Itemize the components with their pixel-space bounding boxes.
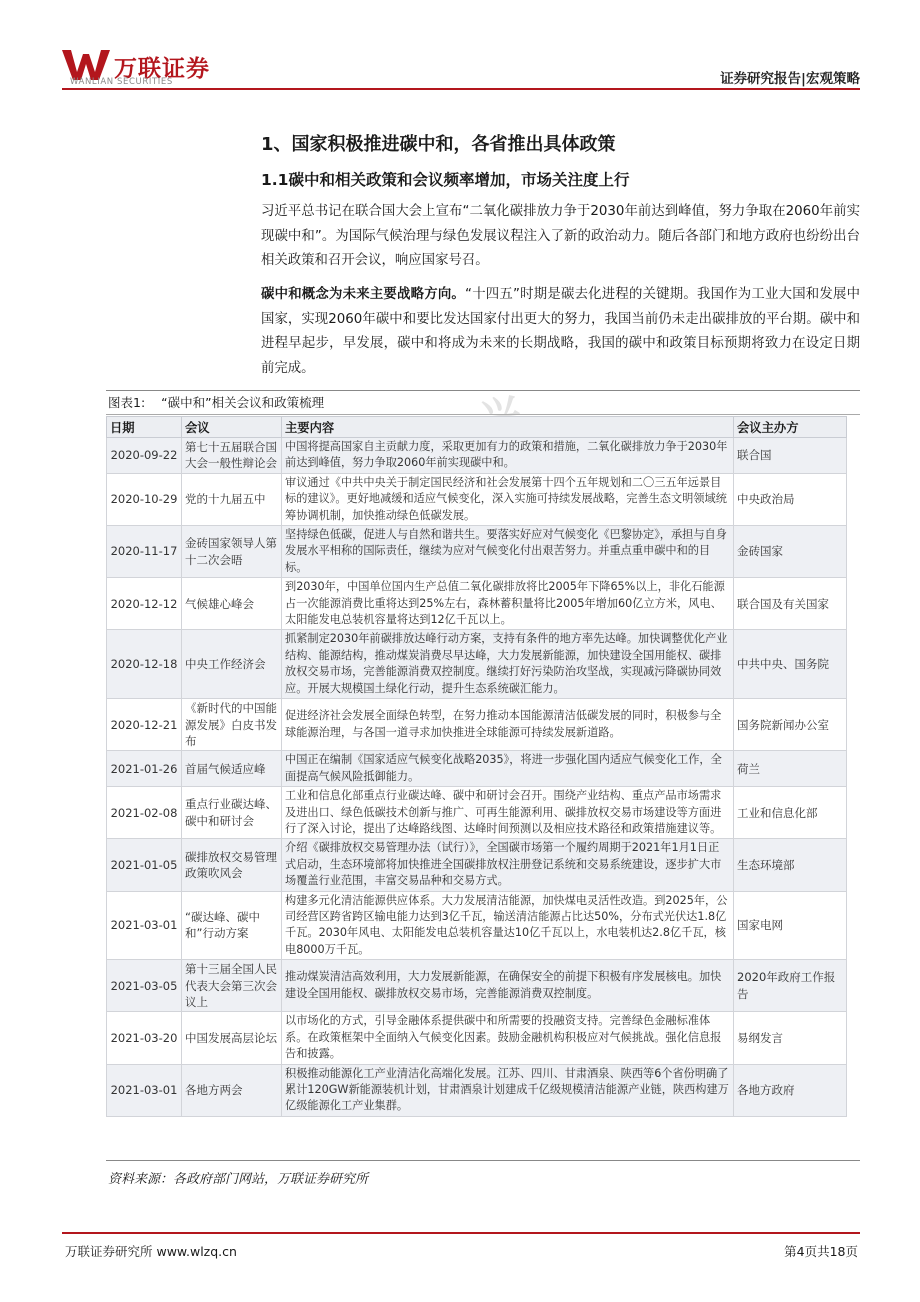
table-row	[107, 839, 847, 891]
section-heading: 1、国家积极推进碳中和，各省推出具体政策	[261, 134, 616, 155]
content-cell: 推动煤炭清洁高效利用，大力发展新能源，在确保安全的前提下积极有序发展核电。加快建设全国用能权、碳排放权交易市场，完善能源消费双控制度。	[282, 960, 734, 1012]
date-cell: 2020-11-17	[107, 526, 182, 578]
meeting-cell: 党的十九届五中	[182, 473, 282, 525]
content-cell: 坚持绿色低碳，促进人与自然和谐共生。要落实好应对气候变化《巴黎协定》，承担与自身发展水平相称的国际责任，继续为应对气候变化付出艰苦努力。并重点重申碳中和的目标。	[282, 526, 734, 578]
table-row	[107, 526, 847, 578]
meeting-cell: 各地方两会	[182, 1064, 282, 1116]
table-row	[107, 1064, 847, 1116]
table-row	[107, 787, 847, 839]
date-cell: 2021-03-05	[107, 960, 182, 1012]
date-cell: 2020-12-21	[107, 699, 182, 751]
date-cell: 2021-01-05	[107, 839, 182, 891]
page-number: 第4页共18页	[784, 1244, 858, 1259]
content-cell: 到2030年，中国单位国内生产总值二氧化碳排放将比2005年下降65%以上，非化石能源占一次能源消费比重将达到25%左右，森林蓄积量将比2005年增加60亿立方米，风电、太阳能发电总装机容量将达到12亿千瓦以上。	[282, 578, 734, 630]
meeting-cell: 中央工作经济会	[182, 630, 282, 699]
figure-label: 图表1:	[108, 395, 146, 410]
header-content: 主要内容	[282, 417, 734, 438]
report-type: 证券研究报告|宏观策略	[720, 71, 860, 87]
table-row	[107, 578, 847, 630]
organizer-cell: 工业和信息化部	[734, 787, 847, 839]
header-date: 日期	[107, 417, 182, 438]
table-row	[107, 699, 847, 751]
date-cell: 2021-02-08	[107, 787, 182, 839]
organizer-cell: 生态环境部	[734, 839, 847, 891]
figure-source: 资料来源：各政府部门网站，万联证券研究所	[108, 1172, 369, 1187]
content-cell: 介绍《碳排放权交易管理办法（试行）》，全国碳市场第一个履约周期于2021年1月1日正式启动，生态环境部将加快推进全国碳排放权注册登记系统和交易系统建设，逐步扩大市场覆盖行业范围，丰富交易品种和交易方式。	[282, 839, 734, 891]
figure-title: “碳中和”相关会议和政策梳理	[161, 395, 325, 410]
date-cell: 2020-12-12	[107, 578, 182, 630]
content-cell: 中国正在编制《国家适应气候变化战略2035》，将进一步强化国内适应气候变化工作，全面提高气候风险抵御能力。	[282, 751, 734, 787]
content-cell: 积极推动能源化工产业清洁化高端化发展。江苏、四川、甘肃酒泉、陕西等6个省份明确了累计120GW新能源装机计划，甘肃酒泉计划建成千亿级规模清洁能源产业链，陕西构建万亿级能源化工产业集群。	[282, 1064, 734, 1116]
figure-bottom-rule	[106, 1160, 860, 1161]
subsection-heading: 1.1碳中和相关政策和会议频率增加，市场关注度上行	[261, 171, 630, 189]
meeting-cell: 第七十五届联合国大会一般性辩论会	[182, 438, 282, 474]
figure-title-rule	[106, 414, 860, 415]
content-cell: 抓紧制定2030年前碳排放达峰行动方案，支持有条件的地方率先达峰。加快调整优化产业结构、能源结构，推动煤炭消费尽早达峰，大力发展新能源，加快建设全国用能权、碳排放权交易市场，完善能源消费双控制度。继续打好污染防治攻坚战，实现减污降碳协同效应。开展大规模国土绿化行动，提升生态系统碳汇能力。	[282, 630, 734, 699]
organizer-cell: 各地方政府	[734, 1064, 847, 1116]
table-row	[107, 630, 847, 699]
date-cell: 2021-03-01	[107, 891, 182, 960]
organizer-cell: 易纲发言	[734, 1012, 847, 1064]
intro-paragraph: 习近平总书记在联合国大会上宣布“二氧化碳排放力争于2030年前达到峰值，努力争取在2060年前实现碳中和”。为国际气候治理与绿色发展议程注入了新的政治动力。随后各部门和地方政府也纷纷出台相关政策和召开会议，响应国家号召。	[261, 204, 860, 268]
meeting-cell: 金砖国家领导人第十二次会晤	[182, 526, 282, 578]
date-cell: 2020-10-29	[107, 473, 182, 525]
page-header	[62, 50, 860, 90]
organizer-cell: 2020年政府工作报告	[734, 960, 847, 1012]
header-divider	[62, 88, 860, 90]
table-row	[107, 473, 847, 525]
meeting-cell: 碳排放权交易管理政策吹风会	[182, 839, 282, 891]
organizer-cell: 联合国	[734, 438, 847, 474]
table-row	[107, 960, 847, 1012]
content-cell: 构建多元化清洁能源供应体系。大力发展清洁能源，加快煤电灵活性改造。到2025年，公司经营区跨省跨区输电能力达到3亿千瓦，输送清洁能源占比达50%，分布式光伏达1.8亿千瓦。2030年风电、太阳能发电总装机容量达10亿千瓦以上，水电装机达2.8亿千瓦，核电8000万千瓦。	[282, 891, 734, 960]
content-cell: 审议通过《中共中央关于制定国民经济和社会发展第十四个五年规划和二〇三五年远景目标的建议》。更好地减缓和适应气候变化，深入实施可持续发展战略，完善生态文明领域统筹协调机制，加快推动绿色低碳发展。	[282, 473, 734, 525]
meeting-cell: 重点行业碳达峰、碳中和研讨会	[182, 787, 282, 839]
logo-chinese-name: 万联证券	[114, 56, 210, 82]
meeting-cell: “碳达峰、碳中和”行动方案	[182, 891, 282, 960]
date-cell: 2021-03-20	[107, 1012, 182, 1064]
header-meeting: 会议	[182, 417, 282, 438]
meeting-cell: 首届气候适应峰	[182, 751, 282, 787]
date-cell: 2021-03-01	[107, 1064, 182, 1116]
meeting-cell: 《新时代的中国能源发展》白皮书发布	[182, 699, 282, 751]
meeting-cell: 中国发展高层论坛	[182, 1012, 282, 1064]
table-header-row	[107, 417, 847, 438]
table-row	[107, 891, 847, 960]
date-cell: 2020-12-18	[107, 630, 182, 699]
content-cell: 中国将提高国家自主贡献力度，采取更加有力的政策和措施，二氧化碳排放力争于2030年前达到峰值，努力争取2060年前实现碳中和。	[282, 438, 734, 474]
organizer-cell: 中共中央、国务院	[734, 630, 847, 699]
footer-website: 万联证券研究所 www.wlzq.cn	[65, 1244, 237, 1259]
organizer-cell: 国家电网	[734, 891, 847, 960]
paragraph-body: “十四五”时期是碳去化进程的关键期。我国作为工业大国和发展中国家，实现2060年碳中和要比发达国家付出更大的努力，我国当前仍未走出碳排放的平台期。碳中和进程早起步，早发展，碳中和将成为未来的长期战略，我国的碳中和政策目标预期将致力在设定日期前完成。	[261, 287, 861, 376]
date-cell: 2020-09-22	[107, 438, 182, 474]
table-row	[107, 751, 847, 787]
content-cell: 以市场化的方式，引导金融体系提供碳中和所需要的投融资支持。完善绿色金融标准体系。在政策框架中全面纳入气候变化因素。鼓励金融机构积极应对气候挑战。强化信息报告和披露。	[282, 1012, 734, 1064]
table-row	[107, 438, 847, 474]
company-logo	[62, 50, 252, 88]
policy-table	[106, 416, 847, 1117]
footer-divider	[62, 1232, 860, 1234]
organizer-cell: 荷兰	[734, 751, 847, 787]
figure-caption	[108, 393, 324, 411]
content-cell: 工业和信息化部重点行业碳达峰、碳中和研讨会召开。围绕产业结构、重点产品市场需求及进出口、绿色低碳技术创新与推广、可再生能源利用、碳排放权交易市场建设等方面进行了深入讨论，提出了达峰路线图、达峰时间预测以及相应技术路径和政策措施建议等。	[282, 787, 734, 839]
logo-english-name: WANLIAN SECURITIES	[70, 77, 173, 87]
organizer-cell: 中央政治局	[734, 473, 847, 525]
header-organizer: 会议主办方	[734, 417, 847, 438]
meeting-cell: 第十三届全国人民代表大会第三次会议上	[182, 960, 282, 1012]
organizer-cell: 国务院新闻办公室	[734, 699, 847, 751]
strategy-paragraph	[261, 283, 860, 381]
meeting-cell: 气候雄心峰会	[182, 578, 282, 630]
organizer-cell: 联合国及有关国家	[734, 578, 847, 630]
paragraph-lead: 碳中和概念为未来主要战略方向。	[261, 287, 466, 302]
table-row	[107, 1012, 847, 1064]
organizer-cell: 金砖国家	[734, 526, 847, 578]
wanlian-logo-icon	[62, 50, 110, 80]
date-cell: 2021-01-26	[107, 751, 182, 787]
content-cell: 促进经济社会发展全面绿色转型，在努力推动本国能源清洁低碳发展的同时，积极参与全球能源治理，与各国一道寻求加快推进全球能源可持续发展新道路。	[282, 699, 734, 751]
